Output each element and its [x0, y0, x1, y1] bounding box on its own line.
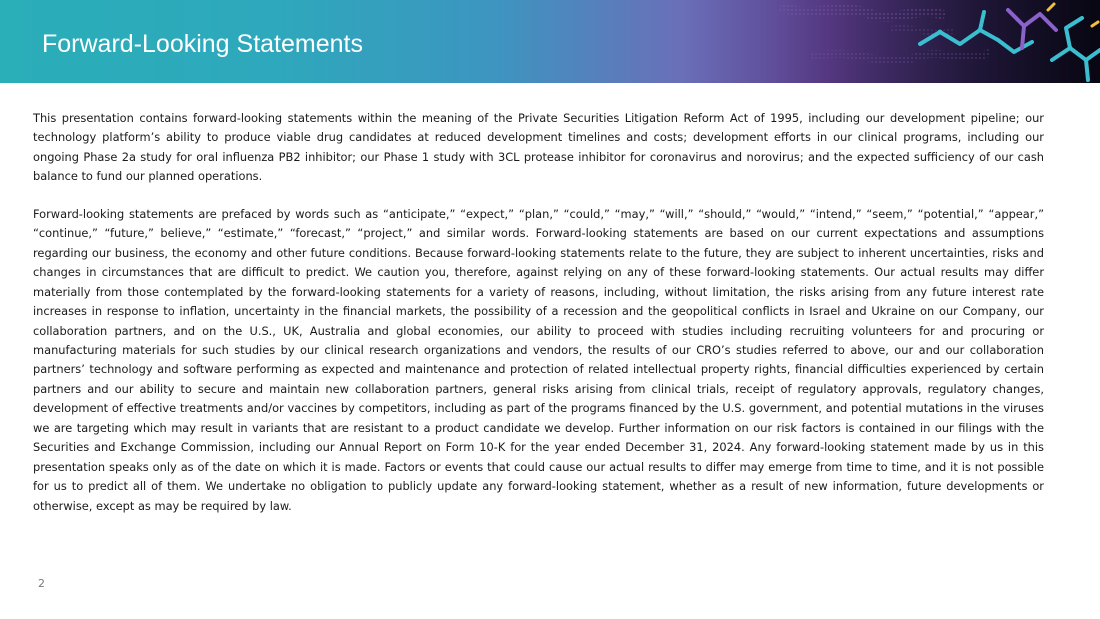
intro-paragraph: This presentation contains forward-looking statements within the meaning of the Private Securities Litigation Reform Act of 1995, including our development pipeline; our technology platform’s ability to produce viable drug candidates at reduced development timelines and costs; development efforts in our clinical programs, including our ongoing Phase 2a study for oral influenza PB2 inhibitor; our Phase 1 study with 3CL protease inhibitor for coronavirus and norovirus; and the expected sufficiency of our cash balance to fund our planned operations. [33, 111, 1044, 184]
slide-title: Forward-Looking Statements [42, 30, 363, 58]
molecule-art-icon [770, 0, 1100, 83]
header-banner [0, 0, 1100, 83]
page-number: 2 [38, 577, 45, 590]
disclaimer-body [33, 109, 1044, 516]
risk-factors-paragraph: Forward-looking statements are prefaced by words such as “anticipate,” “expect,” “plan,” “could,” “may,” “will,” “should,” “would,” “intend,” “seem,” “potential,” “appear,” “continue,” “future,” believe,” “estimate,” “forecast,” “project,” and similar words. Forward-looking statements are based on our current expectations and assumptions regarding our business, the economy and other future conditions. Because forward-looking statements relate to the future, they are subject to inherent uncertainties, risks and changes in circumstances that are difficult to predict. We caution you, therefore, against relying on any of these forward-looking statements. Our actual results may differ materially from those contemplated by the forward-looking statements for a variety of reasons, including, without limitation, the risks arising from any future interest rate increases in response to inflation, uncertainty in the financial markets, the possibility of a recession and the geopolitical conflicts in Israel and Ukraine on our Company, our collaboration partners, and on the U.S., UK, Australia and global economies, our ability to proceed with studies including recruiting volunteers for and procuring or manufacturing materials for such studies by our clinical research organizations and vendors, the results of our CRO’s studies referred to above, our and our collaboration partners’ technology and software performing as expected and maintenance and protection of related intellectual property rights, financial difficulties experienced by certain partners and our ability to secure and maintain new collaboration partners, general risks arising from clinical trials, receipt of regulatory approvals, regulatory changes, development of effective treatments and/or vaccines by competitors, including as part of the programs financed by the U.S. government, and potential mutations in the viruses we are targeting which may result in variants that are resistant to a product candidate we develop. Further information on our risk factors is contained in our filings with the Securities and Exchange Commission, including our Annual Report on Form 10-K for the year ended December 31, 2024. Any forward-looking statement made by us in this presentation speaks only as of the date on which it is made. Factors or events that could cause our actual results to differ may emerge from time to time, and it is not possible for us to predict all of them. We undertake no obligation to publicly update any forward-looking statement, whether as a result of new information, future developments or otherwise, except as may be required by law. [33, 206, 1044, 513]
